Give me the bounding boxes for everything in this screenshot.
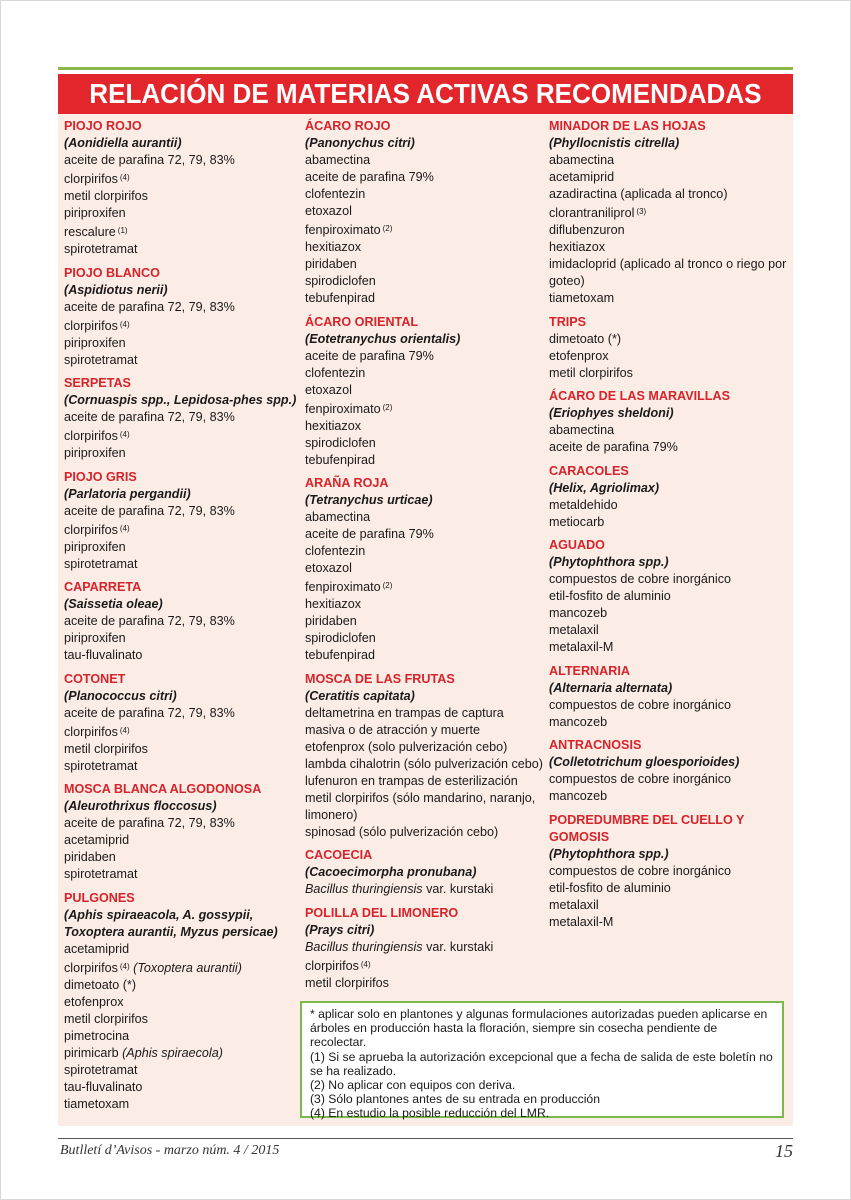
active-ingredient [549, 348, 791, 365]
ingredient-name: tebufenpirad [305, 452, 376, 467]
active-ingredient [64, 335, 300, 352]
ingredient-name: compuestos de cobre inorgánico [549, 863, 732, 878]
ingredient-name: piridaben [305, 614, 357, 628]
pest-group [549, 812, 791, 931]
active-ingredient [305, 382, 545, 399]
pest-group [305, 314, 545, 469]
scientific-name: (Eotetranychus orientalis) [305, 331, 461, 346]
footnote-ref: (4) [119, 523, 130, 533]
pest-name: CAPARRETA [64, 580, 142, 594]
ingredient-name: hexitiazox [305, 597, 362, 611]
ingredient-name: clorpirifos [64, 318, 118, 333]
active-ingredient [64, 758, 300, 775]
scientific-name: (Eriophyes sheldoni) [549, 406, 674, 420]
active-ingredient [305, 756, 545, 773]
pest-name: COTONET [64, 671, 126, 686]
ingredient-name: fenpiroximato [305, 401, 381, 416]
scientific-name: (Aspidiotus nerii) [64, 282, 168, 297]
ingredient-name: spirodiclofen [305, 274, 376, 288]
active-ingredient [305, 577, 545, 596]
active-ingredient [64, 426, 300, 445]
ingredient-name: aceite de parafina 79% [305, 527, 434, 541]
active-ingredient [305, 452, 545, 469]
ingredient-name: clorpirifos [64, 522, 118, 537]
footnote-ref: (3) [636, 207, 647, 216]
active-ingredient [305, 186, 545, 203]
pest-name: PODREDUMBRE DEL CUELLO Y GOMOSIS [549, 812, 745, 844]
active-ingredient [64, 1062, 300, 1079]
active-ingredient [64, 741, 300, 758]
page-number: 15 [775, 1141, 793, 1161]
active-ingredient [305, 939, 545, 956]
ingredient-name: metil clorpirifos [64, 1011, 148, 1026]
active-ingredient [305, 152, 545, 169]
ingredient-name: aceite de parafina 72, 79, 83% [64, 153, 235, 167]
scientific-name: (Phytophthora spp.) [549, 555, 669, 569]
pest-name: TRIPS [549, 314, 587, 329]
ingredient-name: clorpirifos [64, 429, 118, 443]
scientific-name: (Tetranychus urticae) [305, 493, 433, 507]
ingredient-name: tebufenpirad [305, 291, 376, 305]
active-ingredient [64, 1045, 300, 1062]
pest-name: PIOJO GRIS [64, 469, 137, 484]
active-ingredient [305, 220, 545, 239]
ingredient-name: aceite de parafina 72, 79, 83% [64, 816, 235, 830]
footnote-ref: (4) [119, 961, 130, 971]
column-3 [549, 118, 791, 937]
ingredient-name: etofenprox [64, 994, 124, 1009]
note-3: (3) Sólo plantones antes de su entrada en producción [310, 1092, 600, 1107]
ingredient-name: piridaben [305, 257, 357, 271]
active-ingredient [549, 514, 791, 531]
ingredient-name: clorpirifos [64, 172, 118, 186]
ingredient-name: metalaxil [549, 897, 599, 912]
scientific-name: (Prays citri) [305, 922, 375, 937]
active-ingredient [549, 914, 791, 931]
scientific-name: (Ceratitis capitata) [305, 688, 415, 703]
active-ingredient [549, 365, 791, 382]
pest-name: ÁCARO ORIENTAL [305, 314, 419, 329]
active-ingredient [305, 647, 545, 664]
ingredient-name: aceite de parafina 72, 79, 83% [64, 705, 235, 720]
scientific-name: (Cornuaspis spp., Lepidosa-phes spp.) [64, 393, 297, 407]
active-ingredient [64, 705, 300, 722]
ingredient-name: spirotetramat [64, 352, 138, 367]
footnote-ref: (2) [382, 402, 393, 412]
active-ingredient [305, 705, 545, 739]
active-ingredient [549, 880, 791, 897]
pest-group [549, 463, 791, 531]
ingredient-name: piriproxifen [64, 631, 126, 645]
pest-name: POLILLA DEL LIMONERO [305, 905, 459, 920]
ingredient-name: clorpirifos [64, 960, 118, 975]
ingredient-name: aceite de parafina 72, 79, 83% [64, 614, 235, 628]
active-ingredient [549, 497, 791, 514]
active-ingredient [64, 630, 300, 647]
pest-name: ÁCARO ROJO [305, 119, 391, 133]
pest-group [64, 781, 300, 883]
notes-box [300, 1001, 784, 1121]
ingredient-name: aceite de parafina 72, 79, 83% [64, 299, 235, 314]
footer-publication: Butlletí d’Avisos - marzo núm. 4 / 2015 [60, 1143, 280, 1158]
active-ingredient [305, 881, 545, 898]
pest-name: MOSCA DE LAS FRUTAS [305, 671, 455, 686]
active-ingredient [64, 503, 300, 520]
ingredient-name: dimetoato (*) [549, 331, 622, 346]
active-ingredient [305, 169, 545, 186]
pest-group [549, 537, 791, 656]
pest-group [305, 671, 545, 841]
active-ingredient [64, 1079, 300, 1096]
pest-group [64, 579, 300, 664]
ingredient-name: mancozeb [549, 789, 608, 803]
ingredient-name: mancozeb [549, 714, 608, 729]
footnote-ref: (2) [382, 224, 393, 233]
ingredient-name: etofenprox [549, 348, 609, 363]
pest-name: ARAÑA ROJA [305, 476, 389, 490]
scientific-name: (Cacoecimorpha pronubana) [305, 865, 477, 879]
active-ingredient [64, 169, 300, 188]
pest-name: ANTRACNOSIS [549, 738, 642, 752]
ingredient-name: metil clorpirifos (sólo mandarino, naranjo, limonero) [305, 790, 536, 822]
scientific-name: (Alternaria alternata) [549, 680, 673, 695]
ingredient-name: metalaxil-M [549, 640, 614, 654]
active-ingredient [305, 630, 545, 647]
pest-name: ALTERNARIA [549, 663, 630, 678]
scientific-name: (Parlatoria pergandii) [64, 486, 191, 501]
active-ingredient [549, 222, 791, 239]
active-ingredient [549, 439, 791, 456]
footnote-ref: (4) [360, 959, 371, 969]
pest-group [305, 475, 545, 664]
footnote-ref: (4) [119, 725, 130, 735]
ingredient-name: tiametoxam [64, 1096, 130, 1111]
active-ingredient [64, 977, 300, 994]
pest-group [64, 469, 300, 573]
ingredient-name: var. kurstaki [422, 939, 494, 954]
ingredient-name: deltametrina en trampas de captura masiva o de atracción y muerte [305, 705, 504, 737]
footer-divider [58, 1138, 793, 1139]
active-ingredient [305, 613, 545, 630]
ingredient-name: piriproxifen [64, 539, 126, 554]
note-2: (2) No aplicar con equipos con deriva. [310, 1078, 516, 1093]
ingredient-name: tebufenpirad [305, 648, 376, 662]
ingredient-name: spirotetramat [64, 867, 138, 881]
active-ingredient [549, 331, 791, 348]
ingredient-name: spirodiclofen [305, 631, 376, 645]
ingredient-name: piriproxifen [64, 335, 126, 350]
ingredient-name: metil clorpirifos [549, 365, 633, 380]
ingredient-name: spirotetramat [64, 1062, 138, 1077]
pest-name: MOSCA BLANCA ALGODONOSA [64, 782, 262, 796]
active-ingredient [549, 256, 791, 290]
ingredient-name: compuestos de cobre inorgánico [549, 772, 732, 786]
ingredient-name: pimetrocina [64, 1028, 130, 1043]
active-ingredient [64, 994, 300, 1011]
ingredient-name: tau-fluvalinato [64, 648, 143, 662]
ingredient-name: clorpirifos [64, 724, 118, 739]
ingredient-name: abamectina [549, 423, 615, 437]
footnote-ref: (4) [119, 430, 130, 439]
active-ingredient [64, 647, 300, 664]
active-ingredient [305, 596, 545, 613]
active-ingredient [305, 975, 545, 992]
ingredient-name: piriproxifen [64, 446, 126, 460]
ingredient-name: acetamiprid [549, 170, 615, 184]
ingredient-name: hexitiazox [305, 240, 362, 254]
active-ingredient [549, 186, 791, 203]
scientific-name: (Phytophthora spp.) [549, 846, 669, 861]
active-ingredient [305, 560, 545, 577]
active-ingredient [305, 543, 545, 560]
active-ingredient [305, 273, 545, 290]
active-ingredient [64, 1096, 300, 1113]
pest-name: PIOJO ROJO [64, 119, 142, 133]
active-ingredient [549, 422, 791, 439]
ingredient-target: (Toxoptera aurantii) [133, 960, 242, 975]
ingredient-name: metil clorpirifos [64, 189, 148, 203]
active-ingredient [64, 849, 300, 866]
ingredient-target: (Aphis spiraecola) [122, 1045, 223, 1060]
active-ingredient [549, 697, 791, 714]
footnote-ref: (1) [117, 226, 128, 235]
ingredient-name: etofenprox (solo pulverización cebo) [305, 739, 508, 754]
scientific-name: (Saissetia oleae) [64, 597, 163, 611]
ingredient-name: compuestos de cobre inorgánico [549, 697, 732, 712]
active-ingredient [64, 613, 300, 630]
ingredient-name: abamectina [305, 510, 371, 524]
ingredient-name: clorantraniliprol [549, 206, 635, 220]
ingredient-name: piriproxifen [64, 206, 126, 220]
active-ingredient [305, 418, 545, 435]
active-ingredient [64, 815, 300, 832]
ingredient-name: etil-fosfito de aluminio [549, 880, 671, 895]
active-ingredient [64, 958, 300, 977]
scientific-name: (Panonychus citri) [305, 136, 415, 150]
page-title: RELACIÓN DE MATERIAS ACTIVAS RECOMENDADAS [89, 78, 762, 109]
ingredient-name: spirotetramat [64, 242, 138, 256]
active-ingredient [305, 435, 545, 452]
ingredient-name: spinosad (sólo pulverización cebo) [305, 824, 499, 839]
active-ingredient [549, 203, 791, 222]
ingredient-name: abamectina [305, 153, 371, 167]
ingredient-name: etoxazol [305, 561, 352, 575]
active-ingredient [305, 526, 545, 543]
active-ingredient [549, 571, 791, 588]
active-ingredient [549, 788, 791, 805]
title-banner [58, 74, 793, 114]
ingredient-name: etoxazol [305, 382, 352, 397]
active-ingredient [305, 790, 545, 824]
pest-name: ÁCARO DE LAS MARAVILLAS [549, 389, 730, 403]
ingredient-name: azadiractina (aplicada al tronco) [549, 187, 728, 201]
ingredient-name: abamectina [549, 153, 615, 167]
ingredient-name: etil-fosfito de aluminio [549, 589, 671, 603]
pest-group [549, 663, 791, 731]
active-ingredient [305, 773, 545, 790]
ingredient-name: aceite de parafina 72, 79, 83% [64, 410, 235, 424]
active-ingredient [305, 290, 545, 307]
ingredient-name: clofentezin [305, 187, 366, 201]
pest-name: PULGONES [64, 890, 135, 905]
note-asterisk: * aplicar solo en plantones y algunas formulaciones autorizadas pueden aplicarse en árboles en producción hasta la floración, siempre sin cosecha pendiente de recolectar. [310, 1007, 768, 1050]
active-ingredient [64, 722, 300, 741]
ingredient-name: metiocarb [549, 514, 605, 529]
pest-name: AGUADO [549, 538, 605, 552]
active-ingredient [64, 1028, 300, 1045]
scientific-name: (Planococcus citri) [64, 688, 177, 703]
active-ingredient [305, 739, 545, 756]
active-ingredient [549, 863, 791, 880]
ingredient-name: hexitiazox [549, 240, 606, 254]
column-1 [64, 118, 300, 1119]
ingredient-name: fenpiroximato [305, 580, 381, 594]
ingredient-name: clofentezin [305, 365, 366, 380]
ingredient-name: aceite de parafina 79% [305, 348, 434, 363]
active-ingredient [549, 622, 791, 639]
pest-group [305, 847, 545, 898]
active-ingredient [549, 588, 791, 605]
active-ingredient [64, 152, 300, 169]
pest-name: PIOJO BLANCO [64, 265, 160, 280]
active-ingredient [305, 348, 545, 365]
ingredient-name: spirotetramat [64, 556, 138, 571]
ingredient-name: tiametoxam [549, 291, 615, 305]
active-ingredient [64, 832, 300, 849]
ingredient-name: pirimicarb [64, 1045, 119, 1060]
active-ingredient [64, 409, 300, 426]
ingredient-name: imidacloprid (aplicado al tronco o riego por goteo) [549, 257, 787, 288]
pest-name: CACOECIA [305, 848, 373, 862]
active-ingredient [64, 205, 300, 222]
ingredient-name: metalaxil-M [549, 914, 614, 929]
active-ingredient [64, 520, 300, 539]
pest-group [64, 671, 300, 775]
ingredient-name: acetamiprid [64, 833, 130, 847]
active-ingredient [305, 365, 545, 382]
ingredient-name: var. kurstaki [422, 882, 494, 896]
scientific-name: (Aonidiella aurantii) [64, 136, 182, 150]
note-4: (4) En estudio la posible reducción del LMR. [310, 1106, 550, 1121]
ingredient-name: mancozeb [549, 606, 608, 620]
active-ingredient [64, 352, 300, 369]
scientific-name: (Helix, Agriolimax) [549, 480, 660, 495]
active-ingredient [549, 290, 791, 307]
pest-group [305, 118, 545, 307]
ingredient-name: acetamiprid [64, 941, 130, 956]
pest-name: MINADOR DE LAS HOJAS [549, 119, 706, 133]
ingredient-name: spirotetramat [64, 758, 138, 773]
ingredient-name: metalaxil [549, 623, 599, 637]
active-ingredient [549, 714, 791, 731]
active-ingredient [305, 956, 545, 975]
pest-group [64, 265, 300, 369]
active-ingredient [64, 316, 300, 335]
active-ingredient [64, 941, 300, 958]
ingredient-name: hexitiazox [305, 418, 362, 433]
scientific-name: (Phyllocnistis citrella) [549, 136, 680, 150]
active-ingredient [549, 169, 791, 186]
footnote-ref: (4) [119, 173, 130, 182]
ingredient-name: metil clorpirifos [64, 741, 148, 756]
pest-group [305, 905, 545, 992]
pest-group [549, 314, 791, 382]
ingredient-italic-name: Bacillus thuringiensis [305, 882, 423, 896]
active-ingredient [549, 639, 791, 656]
ingredient-name: spirodiclofen [305, 435, 376, 450]
pest-group [64, 375, 300, 462]
pest-group [549, 388, 791, 456]
ingredient-name: fenpiroximato [305, 223, 381, 237]
footnote-ref: (2) [382, 581, 393, 590]
active-ingredient [305, 399, 545, 418]
pest-group [549, 118, 791, 307]
active-ingredient [64, 222, 300, 241]
pest-name: CARACOLES [549, 463, 629, 478]
ingredient-name: clorpirifos [305, 958, 359, 973]
active-ingredient [305, 824, 545, 841]
ingredient-name: aceite de parafina 79% [305, 170, 434, 184]
pest-group [549, 737, 791, 805]
ingredient-name: diflubenzuron [549, 223, 625, 237]
active-ingredient [305, 509, 545, 526]
active-ingredient [549, 897, 791, 914]
scientific-name: (Colletotrichum gloesporioides) [549, 755, 740, 769]
active-ingredient [549, 771, 791, 788]
ingredient-name: piridaben [64, 850, 116, 864]
active-ingredient [64, 445, 300, 462]
ingredient-name: aceite de parafina 79% [549, 440, 678, 454]
active-ingredient [64, 556, 300, 573]
active-ingredient [64, 188, 300, 205]
ingredient-name: lufenuron en trampas de esterilización [305, 773, 518, 788]
active-ingredient [549, 152, 791, 169]
top-accent-line [58, 67, 793, 70]
active-ingredient [64, 539, 300, 556]
pest-name: SERPETAS [64, 376, 131, 390]
active-ingredient [305, 239, 545, 256]
ingredient-italic-name: Bacillus thuringiensis [305, 939, 423, 954]
ingredient-name: tau-fluvalinato [64, 1079, 143, 1094]
ingredient-name: lambda cihalotrin (sólo pulverización cebo) [305, 756, 544, 771]
ingredient-name: dimetoato (*) [64, 977, 137, 992]
ingredient-name: etoxazol [305, 204, 352, 218]
active-ingredient [549, 239, 791, 256]
ingredient-name: aceite de parafina 72, 79, 83% [64, 503, 235, 518]
active-ingredient [64, 299, 300, 316]
active-ingredient [305, 256, 545, 273]
active-ingredient [64, 866, 300, 883]
ingredient-name: metil clorpirifos [305, 975, 389, 990]
scientific-name: (Aleurothrixus floccosus) [64, 799, 217, 813]
scientific-name: (Aphis spiraeacola, A. gossypii, Toxoptera aurantii, Myzus persicae) [64, 907, 278, 939]
ingredient-name: compuestos de cobre inorgánico [549, 572, 732, 586]
note-1: (1) Si se aprueba la autorización excepcional que a fecha de salida de este boletín no se ha realizado. [310, 1049, 773, 1078]
active-ingredient [64, 241, 300, 258]
column-2 [305, 118, 545, 998]
footnote-ref: (4) [119, 319, 130, 329]
active-ingredient [305, 203, 545, 220]
pest-group [64, 890, 300, 1113]
pest-group [64, 118, 300, 258]
ingredient-name: clofentezin [305, 544, 366, 558]
ingredient-name: rescalure [64, 225, 116, 239]
ingredient-name: metaldehido [549, 497, 618, 512]
active-ingredient [549, 605, 791, 622]
active-ingredient [64, 1011, 300, 1028]
